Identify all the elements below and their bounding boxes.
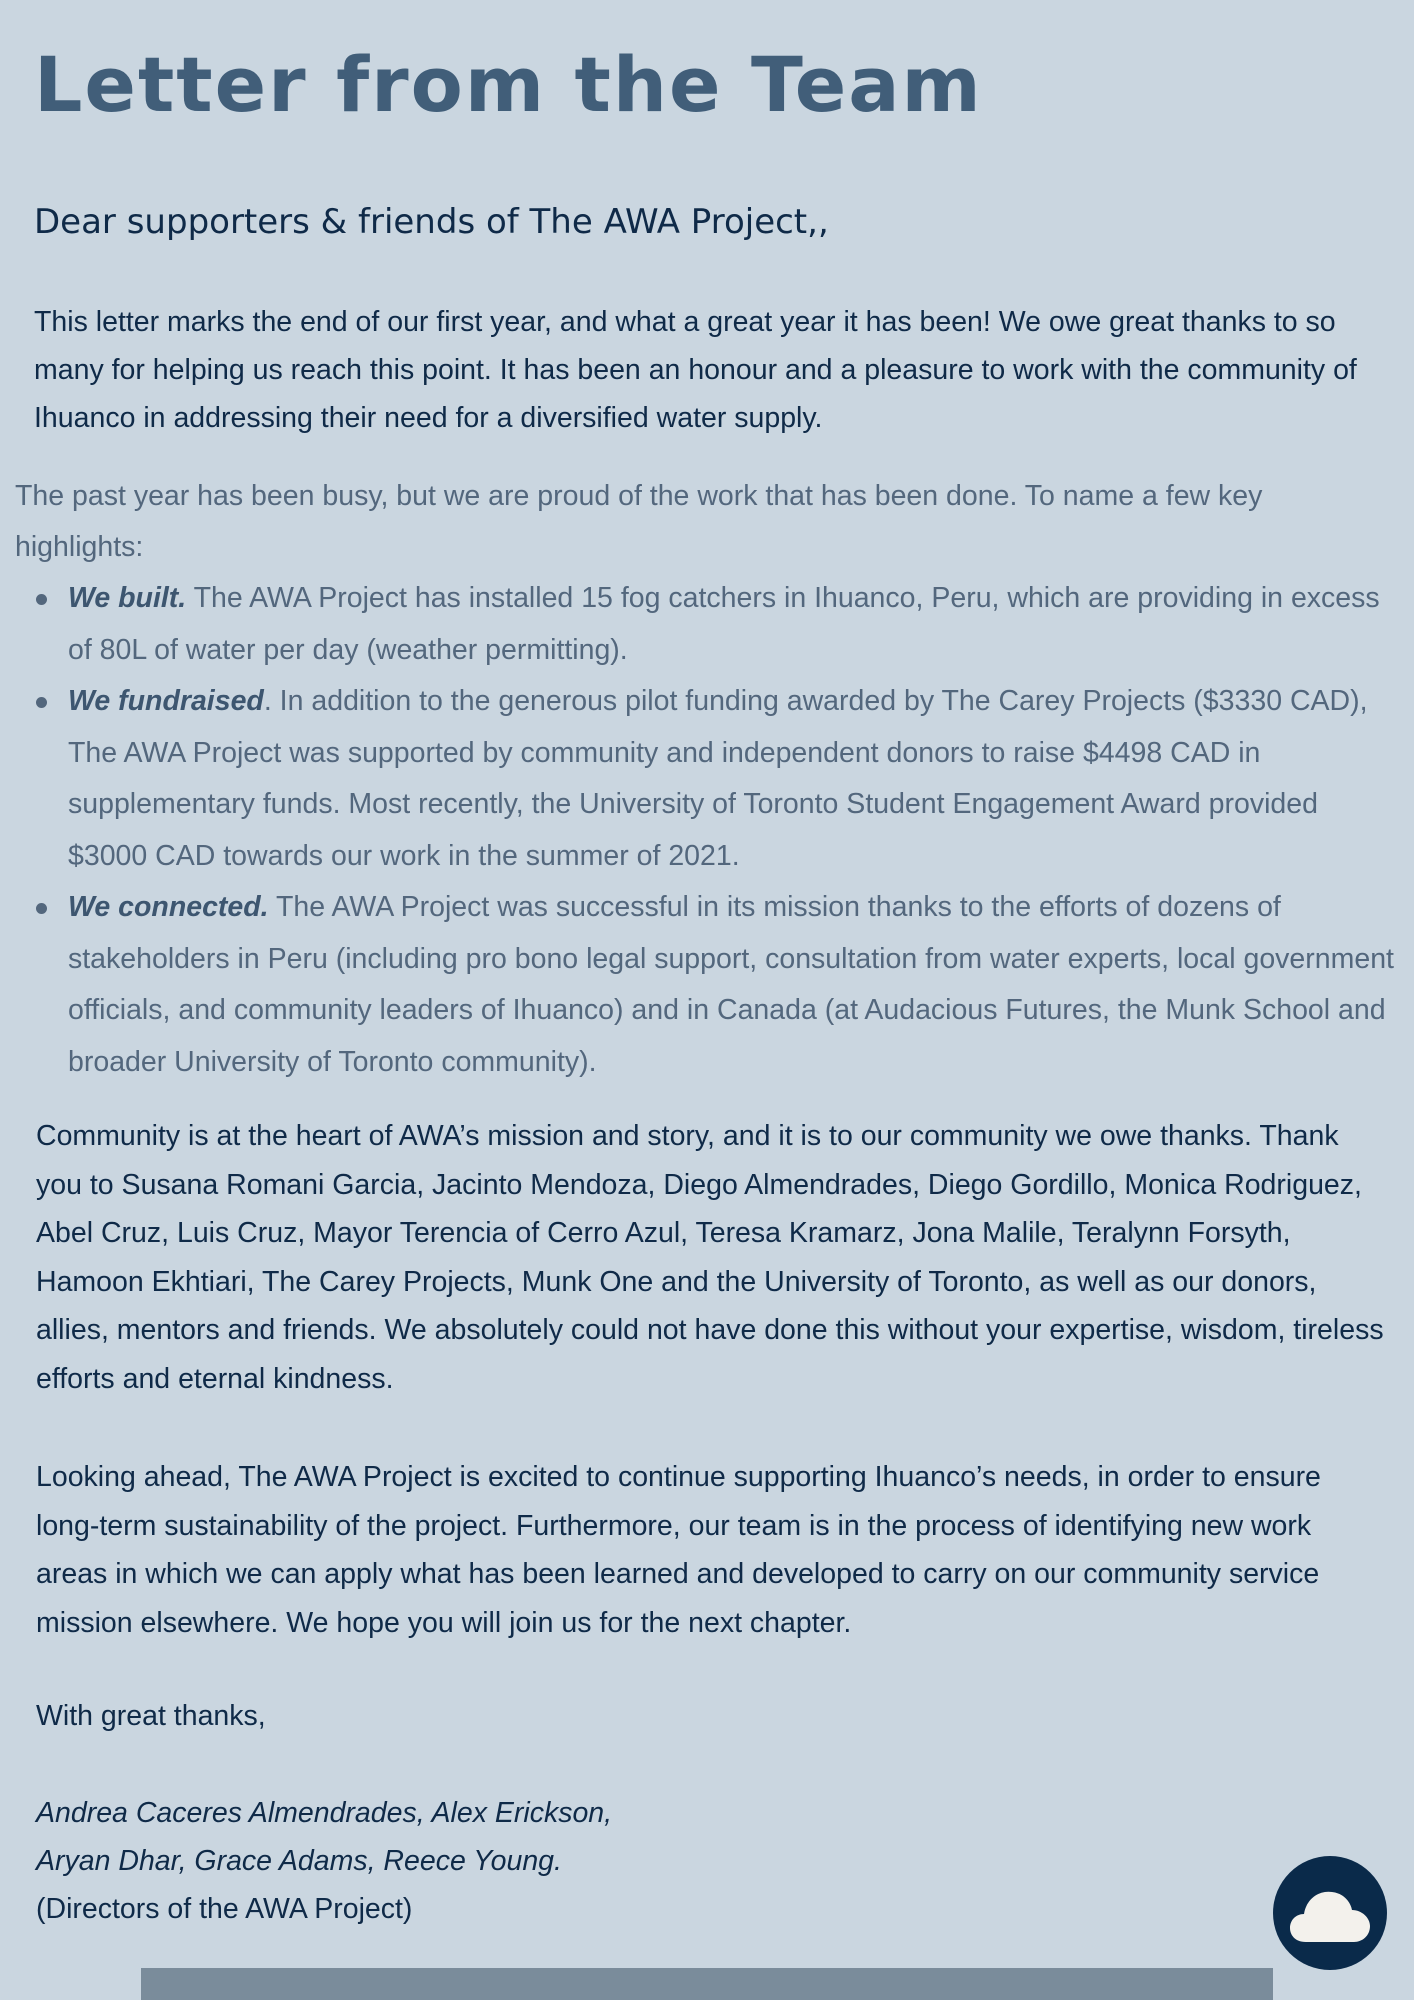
intro-paragraph: This letter marks the end of our first year, and what a great year it has been! We owe great thanks to so many for helping us reach this point. It has been an honour and a pleasure to work with the community of Ihuanco in addressing their need for a diversified water supply. (34, 306, 1357, 434)
highlight-lead: We connected. (68, 891, 269, 923)
signatory-names-line-1: Andrea Caceres Almendrades, Alex Erickson, (36, 1797, 613, 1829)
highlight-item-fundraised (68, 676, 1402, 882)
signatory-role: (Directors of the AWA Project) (36, 1893, 413, 1925)
thanks-paragraph: Community is at the heart of AWA’s mission and story, and it is to our community we owe thanks. Thank you to Susana Romani Garcia, Jacinto Mendoza, Diego Almendrades, Diego Gordillo, Monica Rodriguez, Abel Cruz, Luis Cruz, Mayor Terencia of Cerro Azul, Teresa Kramarz, Jona Malile, Teralynn Forsyth, Hamoon Ekhtiari, The Carey Projects, Munk One and the University of Toronto, as well as our donors, allies, mentors and friends. We absolutely could not have done this without your expertise, wisdom, tireless efforts and eternal kindness. (36, 1120, 1384, 1395)
footer-bar (141, 1968, 1273, 2000)
highlights-intro: The past year has been busy, but we are proud of the work that has been done. To name a few key highlights: (15, 480, 1263, 563)
bullet-icon (36, 594, 47, 605)
bullet-icon (36, 903, 47, 914)
highlight-text: The AWA Project has installed 15 fog catchers in Ihuanco, Peru, which are providing in excess of 80L of water per day (weather permitting). (68, 582, 1380, 666)
highlight-item-built (68, 573, 1402, 676)
highlight-item-connected (68, 882, 1402, 1088)
signature-block (36, 1789, 612, 1933)
highlight-text: The AWA Project was successful in its mission thanks to the efforts of dozens of stakeholders in Peru (including pro bono legal support, consultation from water experts, local government officials, and community leaders of Ihuanco) and in Canada (at Audacious Futures, the Munk School and broader University of Toronto community). (68, 891, 1394, 1078)
cloud-badge (1273, 1856, 1387, 1970)
page-title: Letter from the Team (34, 40, 983, 129)
highlight-lead: We built. (68, 582, 187, 614)
cloud-icon (1290, 1878, 1370, 1948)
highlight-lead: We fundraised (68, 685, 264, 717)
highlight-text: . In addition to the generous pilot funding awarded by The Carey Projects ($3330 CAD), The AWA Project was supported by community and independent donors to raise $4498 CAD in supplementary funds. Most recently, the University of Toronto Student Engagement Award provided $3000 CAD towards our work in the summer of 2021. (68, 685, 1368, 872)
salutation: Dear supporters & friends of The AWA Project,, (34, 202, 829, 242)
bullet-icon (36, 697, 47, 708)
signatory-names-line-2: Aryan Dhar, Grace Adams, Reece Young. (36, 1845, 562, 1877)
outlook-paragraph: Looking ahead, The AWA Project is excited to continue supporting Ihuanco’s needs, in order to ensure long-term sustainability of the project. Furthermore, our team is in the process of identifying new work areas in which we can apply what has been learned and developed to carry on our community service mission elsewhere. We hope you will join us for the next chapter. (36, 1461, 1321, 1639)
closing-line: With great thanks, (36, 1700, 266, 1732)
highlights-list (68, 573, 1402, 1088)
